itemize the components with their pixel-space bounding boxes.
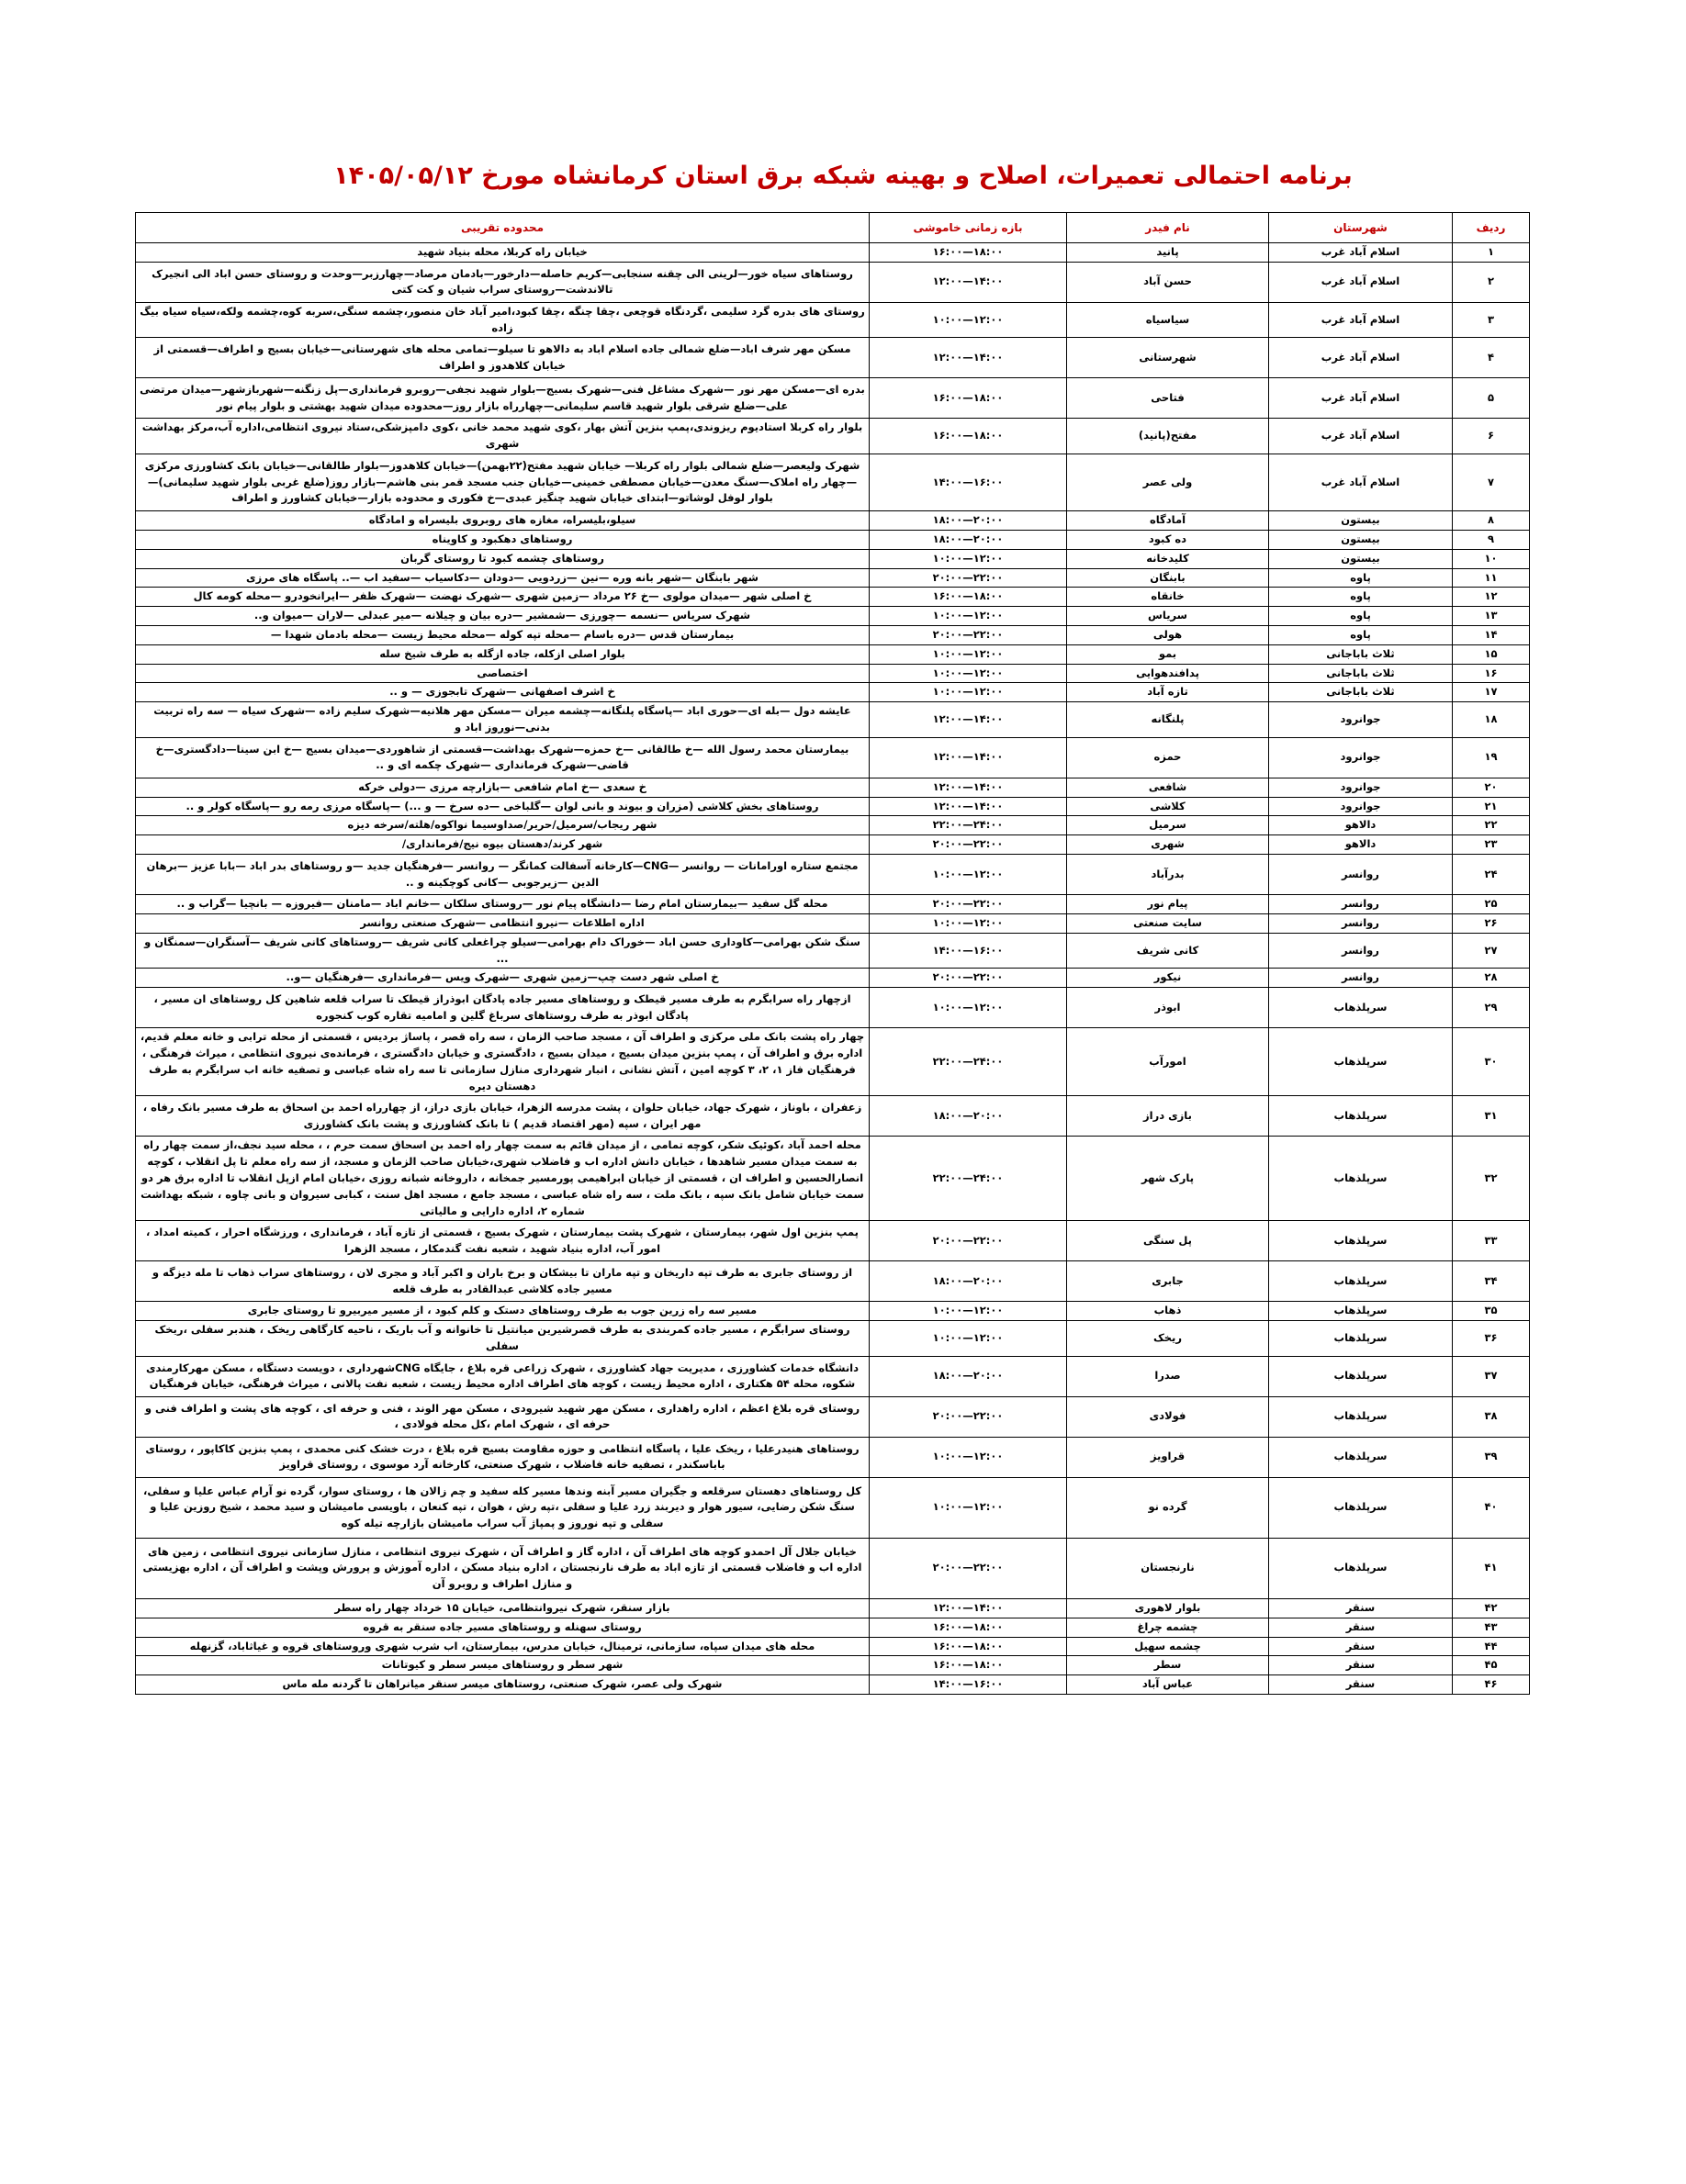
area-cell: خ اصلی شهر —میدان مولوی —خ ۲۶ مرداد —زمین شهری —شهرک نهضت —شهرک ظفر —ایرانخودرو —محله کومه کال <box>136 588 870 607</box>
city-cell: سرپلذهاب <box>1269 1302 1453 1321</box>
feeder-cell: کلیدخانه <box>1067 549 1269 568</box>
row-number: ۳۹ <box>1453 1437 1530 1477</box>
feeder-cell: سایت صنعتی <box>1067 913 1269 933</box>
table-row <box>136 1396 1530 1437</box>
time-cell: ۱۶:۰۰—۱۸:۰۰ <box>870 378 1067 419</box>
area-cell: روستای های بدره گرد سلیمی ،گردنگاه قوچعی ،چقا چنگه ،چقا کبود،امیر آباد خان منصور،چشمه سنگی،سربه کوه،چشمه ولکه،سیاه سیاه بیگ زاده <box>136 302 870 338</box>
city-cell: روانسر <box>1269 933 1453 969</box>
city-cell: ثلاث باباجانی <box>1269 644 1453 664</box>
table-row <box>136 625 1530 644</box>
city-cell: سرپلذهاب <box>1269 1321 1453 1357</box>
table-row <box>136 302 1530 338</box>
row-number: ۲ <box>1453 262 1530 302</box>
time-cell: ۱۶:۰۰—۱۸:۰۰ <box>870 419 1067 454</box>
feeder-cell: امورآب <box>1067 1028 1269 1096</box>
city-cell: دالاهو <box>1269 835 1453 855</box>
time-cell: ۲۰:۰۰—۲۲:۰۰ <box>870 568 1067 588</box>
area-cell: محله گل سفید —بیمارستان امام رضا —دانشگاه پیام نور —روستای سلکان —خانم اباد —مامنان —فیروزه — بانچیا —گراب و .. <box>136 895 870 914</box>
time-cell: ۱۲:۰۰—۱۴:۰۰ <box>870 737 1067 778</box>
feeder-cell: تازه آباد <box>1067 683 1269 702</box>
city-cell: جوانرود <box>1269 737 1453 778</box>
city-cell: سنقر <box>1269 1637 1453 1656</box>
table-row <box>136 1675 1530 1695</box>
time-cell: ۲۲:۰۰—۲۴:۰۰ <box>870 1028 1067 1096</box>
feeder-cell: خانقاه <box>1067 588 1269 607</box>
city-cell: اسلام آباد غرب <box>1269 262 1453 302</box>
header-area: محدوده تقریبی <box>136 213 870 243</box>
city-cell: سرپلذهاب <box>1269 1356 1453 1396</box>
city-cell: سرپلذهاب <box>1269 1096 1453 1137</box>
row-number: ۳۵ <box>1453 1302 1530 1321</box>
row-number: ۱ <box>1453 243 1530 263</box>
feeder-cell: صدرا <box>1067 1356 1269 1396</box>
row-number: ۶ <box>1453 419 1530 454</box>
feeder-cell: گرده نو <box>1067 1477 1269 1538</box>
area-cell: روستای سهنله و روستاهای مسیر جاده سنقر به قروه <box>136 1618 870 1637</box>
row-number: ۲۴ <box>1453 855 1530 895</box>
time-cell: ۱۲:۰۰—۱۴:۰۰ <box>870 797 1067 816</box>
table-row <box>136 262 1530 302</box>
row-number: ۱۲ <box>1453 588 1530 607</box>
row-number: ۱۰ <box>1453 549 1530 568</box>
row-number: ۳۶ <box>1453 1321 1530 1357</box>
row-number: ۴۰ <box>1453 1477 1530 1538</box>
area-cell: پمپ بنزین اول شهر، بیمارستان ، شهرک پشت بیمارستان ، شهرک بسیج ، قسمتی از تازه آباد ، فرمانداری ، ورزشگاه احرار ، کمیته امداد ، امور آب، اداره بنیاد شهید ، شعبه نفت گندمکار ، مسجد الزهرا <box>136 1221 870 1261</box>
table-row <box>136 1302 1530 1321</box>
city-cell: روانسر <box>1269 895 1453 914</box>
city-cell: اسلام آباد غرب <box>1269 419 1453 454</box>
row-number: ۲۹ <box>1453 988 1530 1028</box>
time-cell: ۱۸:۰۰—۲۰:۰۰ <box>870 1261 1067 1302</box>
feeder-cell: شافعی <box>1067 778 1269 797</box>
city-cell: پاوه <box>1269 588 1453 607</box>
row-number: ۳۲ <box>1453 1137 1530 1221</box>
row-number: ۲۷ <box>1453 933 1530 969</box>
row-number: ۳۰ <box>1453 1028 1530 1096</box>
area-cell: خیابان راه کربلا، محله بنیاد شهید <box>136 243 870 263</box>
time-cell: ۱۴:۰۰—۱۶:۰۰ <box>870 933 1067 969</box>
feeder-cell: ده کبود <box>1067 530 1269 549</box>
city-cell: سرپلذهاب <box>1269 1261 1453 1302</box>
area-cell: روستاهای چشمه کبود تا روستای گربان <box>136 549 870 568</box>
city-cell: روانسر <box>1269 855 1453 895</box>
feeder-cell: حسن آباد <box>1067 262 1269 302</box>
area-cell: روستای سرابگرم ، مسیر جاده کمربندی به طرف قصرشیرین میانتیل تا خانوانه و آب باریک ، ناحیه کارگاهی ریخک ، هندبر سفلی ،ریخک سفلی <box>136 1321 870 1357</box>
feeder-cell: سطر <box>1067 1656 1269 1675</box>
row-number: ۳۸ <box>1453 1396 1530 1437</box>
page-title: برنامه احتمالی تعمیرات، اصلاح و بهینه شبکه برق استان کرمانشاه مورخ ۱۴۰۵/۰۵/۱۲ <box>333 162 1353 190</box>
table-row <box>136 737 1530 778</box>
row-number: ۳۳ <box>1453 1221 1530 1261</box>
row-number: ۴۵ <box>1453 1656 1530 1675</box>
city-cell: سنقر <box>1269 1656 1453 1675</box>
table-row <box>136 969 1530 988</box>
feeder-cell: چشمه سهیل <box>1067 1637 1269 1656</box>
schedule-table <box>135 212 1530 1695</box>
area-cell: زعفران ، باوناز ، شهرک جهاد، خیابان حلوان ، پشت مدرسه الزهرا، خیابان بازی دراز، از چهارراه احمد بن اسحاق به طرف مسیر بانک رفاه ، مهر ایران ، سپه (مهر اقتصاد قدیم ) تا بانک کشاورزی و پشت بانک کشاورزی <box>136 1096 870 1137</box>
time-cell: ۱۲:۰۰—۱۴:۰۰ <box>870 1598 1067 1618</box>
table-row <box>136 243 1530 263</box>
feeder-cell: چشمه چراغ <box>1067 1618 1269 1637</box>
table-row <box>136 1028 1530 1096</box>
area-cell: بلوار اصلی ازکله، جاده ازگله به طرف شیخ سله <box>136 644 870 664</box>
table-row <box>136 816 1530 835</box>
table-row <box>136 702 1530 738</box>
area-cell: روستاهای بخش کلاشی (مزران و بیوند و بانی لوان —گلباخی —ده سرخ — و ...) —پاسگاه مرزی رمه رو —پاسگاه کولر و .. <box>136 797 870 816</box>
area-cell: دانشگاه خدمات کشاورزی ، مدیریت جهاد کشاورزی ، شهرک زراعی قره بلاغ ، جایگاه CNGشهرداری ، دویست دستگاه ، مسکن مهرکارمندی شکوه، محله ۵۴ هکتاری ، اداره محیط زیست ، کوچه های اطراف اداره محیط زیست ، شعبه نفت پالانی ، میراث فرهنگی، خیابان فرهنگیان <box>136 1356 870 1396</box>
feeder-cell: نیکور <box>1067 969 1269 988</box>
area-cell: محله های میدان سپاه، سازمانی، ترمینال، خیابان مدرس، بیمارستان، اب شرب شهری وروستاهای قروه و غیاثاباد، گزنهله <box>136 1637 870 1656</box>
feeder-cell: فولادی <box>1067 1396 1269 1437</box>
feeder-cell: حمزه <box>1067 737 1269 778</box>
row-number: ۱۷ <box>1453 683 1530 702</box>
table-row <box>136 1261 1530 1302</box>
area-cell: ازچهار راه سرابگرم به طرف مسیر قیطک و روستاهای مسیر جاده پادگان ابوذراز قیطک تا سراب قلعه شاهین کل روستاهای ان مسیر ، پادگان ابوذر به طرف روستاهای سرباغ گلین و امامیه تقاره کوب کنجوره <box>136 988 870 1028</box>
area-cell: محله احمد آباد ،کوئیک شکر، کوچه تمامی ، از میدان قائم به سمت چهار راه احمد بن اسحاق سمت حرم ، ، محله سید نجف،از سمت چهار راه به سمت میدان مسیر شاهدها ، خیابان دانش اداره اب و فاضلاب شهری،خیابان صاحب الزمان و مسجد، از سه راه معلم تا پل انقلاب ، کوچه انصارالحسین و اطراف ان ، قسمتی از خیابان ابراهیمی پورمسیر جمخانه ، داروخانه شبانه روزی ،خیابان امام ازپل انقلاب تا اداره برق هر دو سمت خیابان شامل بانک سپه ، بانک ملت ، سه راه شاه عباسی ، مسجد جامع ، مسجد اهل سنت ، کبابی سیروان و بانی چاوه ، شبکه بهداشت شماره ۲، اداره دارایی و مالیاتی <box>136 1137 870 1221</box>
table-row <box>136 683 1530 702</box>
table-row <box>136 511 1530 531</box>
row-number: ۵ <box>1453 378 1530 419</box>
time-cell: ۲۰:۰۰—۲۲:۰۰ <box>870 969 1067 988</box>
row-number: ۱۸ <box>1453 702 1530 738</box>
time-cell: ۱۰:۰۰—۱۲:۰۰ <box>870 644 1067 664</box>
city-cell: سرپلذهاب <box>1269 1221 1453 1261</box>
city-cell: سنقر <box>1269 1675 1453 1695</box>
feeder-cell: شهری <box>1067 835 1269 855</box>
feeder-cell: ولی عصر <box>1067 454 1269 511</box>
feeder-cell: پانید <box>1067 243 1269 263</box>
city-cell: بیستون <box>1269 549 1453 568</box>
table-row <box>136 338 1530 378</box>
city-cell: سرپلذهاب <box>1269 1477 1453 1538</box>
area-cell: شهر سطر و روستاهای میسر سطر و کیوتانات <box>136 1656 870 1675</box>
time-cell: ۱۶:۰۰—۱۸:۰۰ <box>870 588 1067 607</box>
area-cell: مسکن مهر شرف اباد—ضلع شمالی جاده اسلام اباد به دالاهو تا سیلو—تمامی محله های شهرستانی—خیابان بسیج و اطراف—قسمتی از خیابان کلاهدوز و اطراف <box>136 338 870 378</box>
feeder-cell: کلاشی <box>1067 797 1269 816</box>
area-cell: روستاهای دهکبود و کاویناه <box>136 530 870 549</box>
row-number: ۹ <box>1453 530 1530 549</box>
table-row <box>136 454 1530 511</box>
feeder-cell: هولی <box>1067 625 1269 644</box>
city-cell: پاوه <box>1269 607 1453 626</box>
area-cell: بیمارستان قدس —دره باسام —محله تپه کوله —محله محیط زیست —محله بادمان شهدا — <box>136 625 870 644</box>
row-number: ۳۷ <box>1453 1356 1530 1396</box>
time-cell: ۱۰:۰۰—۱۲:۰۰ <box>870 1477 1067 1538</box>
area-cell: مجتمع ستاره اورامانات — روانسر —CNG—کارخانه آسفالت کمانگر — روانسر —فرهنگیان جدید —و روستاهای بدر اباد —بابا عزیز —برهان الدین —زیرجوبی —کانی کوچکینه و .. <box>136 855 870 895</box>
row-number: ۱۴ <box>1453 625 1530 644</box>
header-city: شهرستان <box>1269 213 1453 243</box>
time-cell: ۱۲:۰۰—۱۴:۰۰ <box>870 778 1067 797</box>
row-number: ۲۳ <box>1453 835 1530 855</box>
time-cell: ۱۶:۰۰—۱۸:۰۰ <box>870 1656 1067 1675</box>
area-cell: روستای قره بلاغ اعظم ، اداره راهداری ، مسکن مهر شهید شیرودی ، مسکن مهر الوند ، فنی و حرفه ای ، کوچه های پشت و اطراف فنی و حرفه ای ، شهرک امام ،کل محله فولادی ، <box>136 1396 870 1437</box>
area-cell: شهرک سریاس —نسمه —چورزی —شمشیر —دره بیان و چیلانه —میر عبدلی —لاران —میوان و.. <box>136 607 870 626</box>
time-cell: ۱۰:۰۰—۱۲:۰۰ <box>870 913 1067 933</box>
feeder-cell: قراویز <box>1067 1437 1269 1477</box>
row-number: ۲۲ <box>1453 816 1530 835</box>
feeder-cell: سریاس <box>1067 607 1269 626</box>
table-row <box>136 895 1530 914</box>
area-cell: اختصاصی <box>136 664 870 683</box>
area-cell: بازار سنقر، شهرک نیروانتظامی، خیابان ۱۵ خرداد چهار راه سطر <box>136 1598 870 1618</box>
area-cell: خ سعدی —خ امام شافعی —بازارچه مرزی —دولی خرکه <box>136 778 870 797</box>
time-cell: ۱۰:۰۰—۱۲:۰۰ <box>870 1321 1067 1357</box>
area-cell: از روستای جابری به طرف تپه داریخان و تپه ماران تا بیشکان و برخ باران و اکبر آباد و مجری لان ، روستاهای سراب ذهاب تا مله دیزگه و مسیر جاده کلاشی عبدالقادر به طرف قلعه <box>136 1261 870 1302</box>
table-row <box>136 1598 1530 1618</box>
city-cell: جوانرود <box>1269 797 1453 816</box>
feeder-cell: بدرآباد <box>1067 855 1269 895</box>
feeder-cell: ذهاب <box>1067 1302 1269 1321</box>
header-row-number: ردیف <box>1453 213 1530 243</box>
header-time: بازه زمانی خاموشی <box>870 213 1067 243</box>
time-cell: ۲۲:۰۰—۲۴:۰۰ <box>870 1137 1067 1221</box>
city-cell: سرپلذهاب <box>1269 1538 1453 1598</box>
row-number: ۴۴ <box>1453 1637 1530 1656</box>
row-number: ۴ <box>1453 338 1530 378</box>
city-cell: پاوه <box>1269 568 1453 588</box>
feeder-cell: پل سنگی <box>1067 1221 1269 1261</box>
feeder-cell: کانی شریف <box>1067 933 1269 969</box>
header-feeder: نام فیدر <box>1067 213 1269 243</box>
table-row <box>136 835 1530 855</box>
table-row <box>136 644 1530 664</box>
table-row <box>136 664 1530 683</box>
row-number: ۱۵ <box>1453 644 1530 664</box>
row-number: ۷ <box>1453 454 1530 511</box>
table-row <box>136 419 1530 454</box>
time-cell: ۱۰:۰۰—۱۲:۰۰ <box>870 549 1067 568</box>
time-cell: ۲۰:۰۰—۲۲:۰۰ <box>870 1221 1067 1261</box>
time-cell: ۱۶:۰۰—۱۸:۰۰ <box>870 243 1067 263</box>
city-cell: سنقر <box>1269 1598 1453 1618</box>
row-number: ۱۱ <box>1453 568 1530 588</box>
area-cell: سنگ شکن بهرامی—کاوداری حسن اباد —خوراک دام بهرامی—سیلو چراغعلی کانی شریف —روستاهای کانی شریف —آسنگران—سمنگان و ... <box>136 933 870 969</box>
city-cell: جوانرود <box>1269 702 1453 738</box>
row-number: ۸ <box>1453 511 1530 531</box>
table-header-row <box>136 213 1530 243</box>
time-cell: ۲۰:۰۰—۲۲:۰۰ <box>870 1538 1067 1598</box>
city-cell: سنقر <box>1269 1618 1453 1637</box>
table-row <box>136 1656 1530 1675</box>
feeder-cell: پدافندهوایی <box>1067 664 1269 683</box>
table-row <box>136 988 1530 1028</box>
time-cell: ۱۸:۰۰—۲۰:۰۰ <box>870 1356 1067 1396</box>
city-cell: روانسر <box>1269 913 1453 933</box>
table-row <box>136 588 1530 607</box>
area-cell: شهر بابنگان —شهر بانه وره —نین —زردویی —دودان —دکاسیاب —سفید اب —.. پاسگاه های مرزی <box>136 568 870 588</box>
area-cell: سیلو،بلیسراه، مغازه های روبروی بلیسراه و امادگاه <box>136 511 870 531</box>
time-cell: ۲۰:۰۰—۲۲:۰۰ <box>870 625 1067 644</box>
area-cell: کل روستاهای دهستان سرقلعه و جگیران مسیر آبنه وندها مسیر کله سفید و چم زالان ها ، روستای سوار، گرده نو آرام عباس علیا و سفلی، سنگ شکن رضایی، سیور هوار و دیربند زرد علیا و سفلی ،تپه رش ، هوان ، تپه کنعان ، باویسی مامیشان و سید محمد ، شیخ روزین علیا و سفلی و تپه نوروز و پمپاژ آب سراب مامیشان بازارچه تیله کوه <box>136 1477 870 1538</box>
area-cell: روستاهای سیاه خور—لرینی الی چقنه سنجابی—کریم حاصله—دارخور—بادمان مرصاد—چهارزبر—وحدت و روستای حسن اباد الی انجیرک تالاندشت—روستای سراب شیان و کت کتی <box>136 262 870 302</box>
area-cell: شهرک ولی عصر، شهرک صنعتی، روستاهای میسر سنقر میانراهان تا گردنه مله ماس <box>136 1675 870 1695</box>
feeder-cell: بلوار لاهوری <box>1067 1598 1269 1618</box>
table-row <box>136 1538 1530 1598</box>
table-row <box>136 913 1530 933</box>
feeder-cell: پارک شهر <box>1067 1137 1269 1221</box>
table-row <box>136 1618 1530 1637</box>
time-cell: ۱۸:۰۰—۲۰:۰۰ <box>870 511 1067 531</box>
time-cell: ۱۲:۰۰—۱۴:۰۰ <box>870 262 1067 302</box>
table-row <box>136 797 1530 816</box>
table-row <box>136 778 1530 797</box>
table-row <box>136 855 1530 895</box>
table-row <box>136 1096 1530 1137</box>
time-cell: ۱۶:۰۰—۱۸:۰۰ <box>870 1637 1067 1656</box>
time-cell: ۱۰:۰۰—۱۲:۰۰ <box>870 855 1067 895</box>
feeder-cell: عباس آباد <box>1067 1675 1269 1695</box>
time-cell: ۱۸:۰۰—۲۰:۰۰ <box>870 530 1067 549</box>
feeder-cell: فتاحی <box>1067 378 1269 419</box>
feeder-cell: سرمیل <box>1067 816 1269 835</box>
area-cell: روستاهای هنیدرعلیا ، ریخک علیا ، پاسگاه انتظامی و حوزه مقاومت بسیج قره بلاغ ، درت خشک کنی محمدی ، پمپ بنزین کاکاپور ، روستای باباسکندر ، تصفیه خانه فاضلاب ، شهرک صنعتی، کارخانه آرد موسوی ، روستای قراویز <box>136 1437 870 1477</box>
city-cell: اسلام آباد غرب <box>1269 454 1453 511</box>
row-number: ۲۵ <box>1453 895 1530 914</box>
time-cell: ۱۴:۰۰—۱۶:۰۰ <box>870 1675 1067 1695</box>
row-number: ۴۱ <box>1453 1538 1530 1598</box>
row-number: ۳ <box>1453 302 1530 338</box>
city-cell: سرپلذهاب <box>1269 988 1453 1028</box>
time-cell: ۱۰:۰۰—۱۲:۰۰ <box>870 988 1067 1028</box>
table-row <box>136 1637 1530 1656</box>
time-cell: ۲۰:۰۰—۲۲:۰۰ <box>870 835 1067 855</box>
area-cell: بیمارستان محمد رسول الله —خ طالقانی —خ حمزه—شهرک بهداشت—قسمتی از شاهوردی—میدان بسیج —خ ابن سینا—دادگستری—خ قاضی—شهرک فرمانداری —شهرک چکمه ای و .. <box>136 737 870 778</box>
table-row <box>136 1137 1530 1221</box>
table-body <box>136 243 1530 1695</box>
row-number: ۲۱ <box>1453 797 1530 816</box>
table-row <box>136 1477 1530 1538</box>
area-cell: شهر ریجاب/سرمیل/حریر/صداوسیما نواکوه/هلته/سرخه دیزه <box>136 816 870 835</box>
area-cell: مسیر سه راه زرین جوب به طرف روستاهای دستک و کلم کبود ، از مسیر میربیرو تا روستای جابری <box>136 1302 870 1321</box>
time-cell: ۱۴:۰۰—۱۶:۰۰ <box>870 454 1067 511</box>
city-cell: بیستون <box>1269 530 1453 549</box>
row-number: ۴۳ <box>1453 1618 1530 1637</box>
area-cell: خ اشرف اصفهانی —شهرک تابجوزی — و .. <box>136 683 870 702</box>
area-cell: خ اصلی شهر دست چپ—زمین شهری —شهرک ویس —فرمانداری —فرهنگیان —و.. <box>136 969 870 988</box>
time-cell: ۱۲:۰۰—۱۴:۰۰ <box>870 338 1067 378</box>
row-number: ۲۸ <box>1453 969 1530 988</box>
table-row <box>136 607 1530 626</box>
city-cell: اسلام آباد غرب <box>1269 338 1453 378</box>
row-number: ۲۰ <box>1453 778 1530 797</box>
feeder-cell: شهرستانی <box>1067 338 1269 378</box>
table-row <box>136 1437 1530 1477</box>
row-number: ۳۴ <box>1453 1261 1530 1302</box>
feeder-cell: آمادگاه <box>1067 511 1269 531</box>
row-number: ۴۲ <box>1453 1598 1530 1618</box>
city-cell: اسلام آباد غرب <box>1269 243 1453 263</box>
time-cell: ۱۰:۰۰—۱۲:۰۰ <box>870 1437 1067 1477</box>
row-number: ۱۹ <box>1453 737 1530 778</box>
feeder-cell: سیاسیاه <box>1067 302 1269 338</box>
city-cell: ثلاث باباجانی <box>1269 683 1453 702</box>
time-cell: ۱۰:۰۰—۱۲:۰۰ <box>870 607 1067 626</box>
area-cell: عایشه دول —بله ای—حوری اباد —پاسگاه پلنگانه—چشمه میران —مسکن مهر هلانیه—شهرک سلیم زاده —شهرک سیاه — سه راه تربیت بدنی—نوروز اباد و <box>136 702 870 738</box>
time-cell: ۱۰:۰۰—۱۲:۰۰ <box>870 302 1067 338</box>
row-number: ۱۳ <box>1453 607 1530 626</box>
feeder-cell: ابوذر <box>1067 988 1269 1028</box>
table-row <box>136 1321 1530 1357</box>
city-cell: سرپلذهاب <box>1269 1028 1453 1096</box>
city-cell: سرپلذهاب <box>1269 1396 1453 1437</box>
table-row <box>136 530 1530 549</box>
city-cell: بیستون <box>1269 511 1453 531</box>
time-cell: ۲۰:۰۰—۲۲:۰۰ <box>870 1396 1067 1437</box>
city-cell: سرپلذهاب <box>1269 1137 1453 1221</box>
feeder-cell: نارنجستان <box>1067 1538 1269 1598</box>
table-row <box>136 1221 1530 1261</box>
table-row <box>136 549 1530 568</box>
feeder-cell: پلنگانه <box>1067 702 1269 738</box>
area-cell: شهر کرند/دهستان بیوه نیج/فرمانداری/ <box>136 835 870 855</box>
row-number: ۴۶ <box>1453 1675 1530 1695</box>
feeder-cell: بازی دراز <box>1067 1096 1269 1137</box>
area-cell: اداره اطلاعات —نیرو انتظامی —شهرک صنعتی روانسر <box>136 913 870 933</box>
row-number: ۳۱ <box>1453 1096 1530 1137</box>
city-cell: اسلام آباد غرب <box>1269 302 1453 338</box>
table-row <box>136 568 1530 588</box>
row-number: ۲۶ <box>1453 913 1530 933</box>
feeder-cell: مفتح(پانید) <box>1067 419 1269 454</box>
city-cell: ثلاث باباجانی <box>1269 664 1453 683</box>
time-cell: ۲۲:۰۰—۲۴:۰۰ <box>870 816 1067 835</box>
area-cell: چهار راه پشت بانک ملی مرکزی و اطراف آن ، مسجد صاحب الزمان ، سه راه قصر ، پاساژ بردیس ، قسمتی از محله ترابی و خانه معلم قدیم، اداره برق و اطراف آن ، پمپ بنزین میدان بسیج ، میدان بسیج ، دادگستری و خیابان دادگستری ، فرمانده‌ی نیروی انتظامی ، میراث فرهنگی ، فرهنگیان فاز ۱، ۲، ۳ کوچه امین ، آتش نشانی ، انبار شهرداری منازل سازمانی تا سه راه شاه عباسی و تصفیه خانه اب سرابگرم به طرف دهستان دیره <box>136 1028 870 1096</box>
city-cell: جوانرود <box>1269 778 1453 797</box>
row-number: ۱۶ <box>1453 664 1530 683</box>
feeder-cell: ریخک <box>1067 1321 1269 1357</box>
time-cell: ۱۰:۰۰—۱۲:۰۰ <box>870 683 1067 702</box>
time-cell: ۲۰:۰۰—۲۲:۰۰ <box>870 895 1067 914</box>
time-cell: ۱۸:۰۰—۲۰:۰۰ <box>870 1096 1067 1137</box>
city-cell: اسلام آباد غرب <box>1269 378 1453 419</box>
area-cell: بلوار راه کربلا استادیوم ریزوندی،پمپ بنزین آتش بهار ،کوی شهید محمد خانی ،کوی دامپزشکی،ستاد نیروی انتظامی،اداره آب،مرکز بهداشت شهری <box>136 419 870 454</box>
feeder-cell: بابنگان <box>1067 568 1269 588</box>
time-cell: ۱۶:۰۰—۱۸:۰۰ <box>870 1618 1067 1637</box>
area-cell: بدره ای—مسکن مهر نور —شهرک مشاغل فنی—شهرک بسیج—بلوار شهید نجفی—روبرو فرمانداری—پل زنگنه—شهربازشهر—میدان مرتضی علی—ضلع شرقی بلوار شهید قاسم سلیمانی—چهارراه بازار روز—محدوده میدان شهید بهشتی و بلوار پیام نور <box>136 378 870 419</box>
city-cell: روانسر <box>1269 969 1453 988</box>
table-row <box>136 378 1530 419</box>
time-cell: ۱۰:۰۰—۱۲:۰۰ <box>870 1302 1067 1321</box>
feeder-cell: جابری <box>1067 1261 1269 1302</box>
time-cell: ۱۰:۰۰—۱۲:۰۰ <box>870 664 1067 683</box>
city-cell: دالاهو <box>1269 816 1453 835</box>
table-row <box>136 1356 1530 1396</box>
table-row <box>136 933 1530 969</box>
area-cell: شهرک ولیعصر—ضلع شمالی بلوار راه کربلا— خیابان شهید مفتح(۲۲بهمن)—خیابان کلاهدوز—بلوار طالقانی—خیابان بانک کشاورزی مرکزی—چهار راه املاک—سنگ معدن—خیابان مصطفی خمینی—خیابان جنب مسجد قمر بنی هاشم—بازار روز(ضلع غربی بلوار شهید سلیمانی)—بلوار لوفل لوشاتو—ابتدای خیابان شهید چنگیز عبدی—خ فکوری و محدوده بازار—خیابان کشاورز و اطراف <box>136 454 870 511</box>
feeder-cell: بمو <box>1067 644 1269 664</box>
feeder-cell: پیام نور <box>1067 895 1269 914</box>
area-cell: خیابان جلال آل احمدو کوچه های اطراف آن ، اداره گاز و اطراف آن ، شهرک نیروی انتظامی ، منازل سازمانی نیروی انتظامی ، زمین های اداره اب و فاضلاب قسمتی از تازه اباد به طرف نارنجستان ، اداره بنیاد مسکن ، اداره آموزش و پرورش وپشت و اطراف آن ، اداره بهزیستی و منازل اطراف و روبرو آن <box>136 1538 870 1598</box>
city-cell: پاوه <box>1269 625 1453 644</box>
time-cell: ۱۲:۰۰—۱۴:۰۰ <box>870 702 1067 738</box>
city-cell: سرپلذهاب <box>1269 1437 1453 1477</box>
